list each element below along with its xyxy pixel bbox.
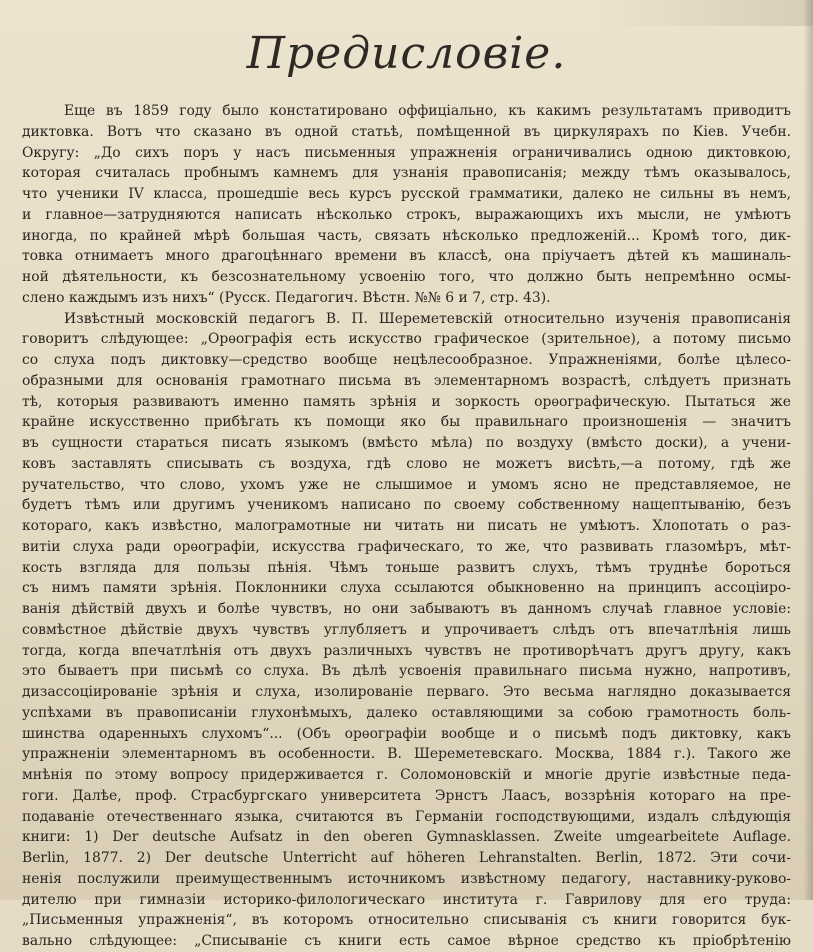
text-line: со слуха подъ диктовку—средство вообще нецѣлесообразное. Упражненіями, болѣе цѣлесо- (22, 352, 791, 368)
text-line: которая считалась пробнымъ камнемъ для узнанія правописанія; между тѣмъ оказывалось, (22, 165, 791, 182)
text-line: ванія дѣйствій двухъ и болѣе чувствъ, но они забываютъ въ данномъ случаѣ главное условіе: (22, 601, 791, 617)
text-line: тогда, когда впечатлѣнія отъ двухъ различныхъ чувствъ не противорѣчатъ другъ другу, какъ (22, 642, 791, 659)
text-line: мнѣнія по этому вопросу придерживается г. Соломоновскій и многіе другіе извѣстные педа- (22, 767, 791, 783)
text-line: ной дѣятельности, къ безсознательному усвоенію того, что должно быть непремѣнно осмы- (22, 269, 791, 285)
text-line: Извѣстный московскій педагогъ В. П. Шереметевскій относительно изученія правописанія (64, 310, 791, 327)
text-line: иногда, по крайней мѣрѣ большая часть, связать нѣсколько предложеній... Кромѣ того, дик- (22, 227, 791, 244)
text-line: витіи слуха ради орѳографіи, искусства графическаго, то же, что развивать глазомѣръ, мѣт- (22, 538, 791, 555)
text-line: ковъ заставлять списывать съ воздуха, гдѣ слово не можетъ висѣть,—а потому, гдѣ же (22, 455, 791, 472)
text-line: „Письменныя упражненія“, въ которомъ относительно списыванія съ книги говорится бук- (22, 912, 791, 929)
text-line: дизассоціированіе зрѣнія и слуха, изолированіе перваго. Это весьма наглядно доказывается (22, 684, 791, 700)
text-line: диктовка. Вотъ что сказано въ одной статьѣ, помѣщенной въ циркулярахъ по Кіев. Учебн. (22, 123, 791, 140)
text-line: товка отнимаетъ много драгоцѣннаго времени въ классѣ, она пріучаетъ дѣтей къ машиналь- (22, 248, 791, 265)
text-line: крайне искусственно прибѣгать къ помощи яко бы правильнаго произношенія — значитъ (22, 414, 791, 431)
text-line: говоритъ слѣдующее: „Орѳографія есть искусство графическое (зрительное), а потому письмо (22, 331, 791, 348)
text-line: Округу: „До сихъ поръ у насъ письменныя упражненія ограничивались одною диктовкою, (22, 144, 791, 161)
text-line: съ нимъ памяти зрѣнія. Поклонники слуха ссылаются обыкновенно на принципъ ассоціиро- (22, 580, 791, 597)
text-line: слено каждымъ изъ нихъ“ (Русск. Педагогич. Вѣстн. №№ 6 и 7, стр. 43). (22, 289, 551, 306)
text-line: шинства одаренныхъ слухомъ“... (Объ орѳографіи вообще и о письмѣ подъ диктовку, какъ (22, 725, 791, 742)
page-title: Предисловіе. (246, 28, 567, 79)
text-line: и главное—затрудняются написать нѣсколько строкъ, выражающихъ ихъ мысли, не умѣютъ (22, 206, 791, 223)
page-edge-shadow (803, 0, 813, 900)
text-line: образными для основанія грамотнаго письма въ элементарномъ возрастѣ, слѣдуетъ признать (22, 372, 791, 389)
text-line: Berlin, 1877. 2) Der deutsche Unterricht auf höheren Lehranstalten. Berlin, 1872. Эти сочи- (22, 850, 791, 866)
text-line: совмѣстное дѣйствіе двухъ чувствъ углубляетъ и упрочиваетъ слѣдъ отъ впечатлѣнія лишь (22, 621, 791, 638)
text-line: книги: 1) Der deutsche Aufsatz in den oberen Gymnasklassen. Zweite umgearbeitete Auflage. (22, 829, 791, 846)
text-line: дителю при гимназіи историко-филологическаго института г. Гаврилову для его труда: (22, 891, 791, 908)
text-line: это бываетъ при письмѣ со слуха. Въ дѣлѣ усвоенія правильнаго письма нужно, напротивъ, (22, 663, 791, 680)
text-line: ручательство, что слово, ухомъ уже не слышимое и умомъ ясно не представляемое, не (22, 476, 791, 493)
text-line: въ сущности стараться писать языкомъ (вмѣсто мѣла) по воздуху (вмѣсто доски), а учени- (22, 435, 791, 451)
text-line: упражненіи элементарномъ въ особенности. В. Шереметевскаго. Москва, 1884 г.). Такого же (22, 746, 791, 763)
text-line: будетъ тѣмъ или другимъ ученикомъ написано по своему собственному нащептыванію, безъ (22, 497, 791, 514)
text-line: тѣ, которыя развиваютъ именно память зрѣнія и зоркость орѳографическую. Пытаться же (22, 393, 791, 410)
body-text (22, 101, 791, 952)
text-line: вально слѣдующее: „Списываніе съ книги есть самое вѣрное средство къ пріобрѣтенію (22, 933, 791, 949)
text-line: Еще въ 1859 году было констатировано оффиціально, къ какимъ результатамъ приводитъ (64, 103, 791, 119)
text-line: подаваніе отечественнаго языка, считаются въ Германіи господствующими, издалъ слѣдующія (22, 808, 791, 825)
text-line: гоги. Далѣе, проф. Страсбургскаго университета Эрнстъ Лаасъ, воззрѣнія котораго на пре- (22, 787, 791, 804)
text-line: успѣхами въ правописаніи глухонѣмыхъ, далеко оставляющими за собою грамотность боль- (22, 704, 791, 721)
paragraph-2 (22, 309, 791, 952)
paper-stain (603, 0, 813, 26)
paragraph-1 (22, 101, 791, 309)
text-line: что ученики IV класса, прошедшіе весь курсъ русской грамматики, далеко не сильны въ немъ, (22, 186, 791, 202)
text-line: котораго, какъ извѣстно, малограмотные ни читать ни писать не умѣютъ. Хлопотать о раз- (22, 518, 791, 534)
text-line: ненія послужили преимущественнымъ источникомъ извѣстному педагогу, наставнику-руково- (22, 870, 791, 887)
text-line: кость взгляда для пользы пѣнія. Чѣмъ тоньше развитъ слухъ, тѣмъ труднѣе бороться (22, 559, 791, 576)
